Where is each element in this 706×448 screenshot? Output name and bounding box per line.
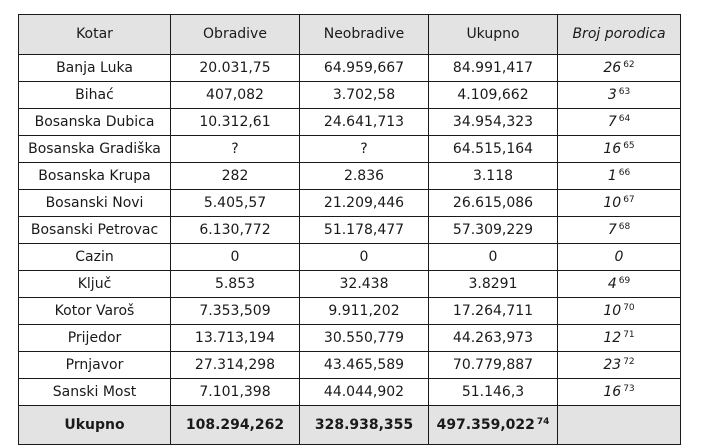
cell-broj-porodica-value: 1: [607, 168, 617, 184]
footnote-marker: 63: [618, 87, 631, 97]
cell-kotar: Bihać: [19, 82, 171, 109]
cell-neobradive: 64.959,667: [300, 55, 429, 82]
cell-broj-porodica: [558, 82, 681, 109]
cell-obradive: 6.130,772: [171, 217, 300, 244]
cell-broj-porodica: [558, 298, 681, 325]
cell-ukupno: 64.515,164: [429, 136, 558, 163]
total-neobradive: 328.938,355: [300, 406, 429, 445]
cell-kotar: Banja Luka: [19, 55, 171, 82]
cell-broj-porodica-value: 10: [603, 303, 622, 319]
footnote-marker: 74: [536, 417, 550, 427]
cell-kotar: Bosanska Gradiška: [19, 136, 171, 163]
footnote-marker: 69: [618, 276, 631, 286]
cell-obradive: 10.312,61: [171, 109, 300, 136]
footnote-marker: 72: [623, 357, 635, 367]
cell-neobradive: 21.209,446: [300, 190, 429, 217]
table-row: [19, 325, 681, 352]
total-ukupno: [429, 406, 558, 445]
total-porodice: [558, 406, 681, 445]
cell-obradive: 0: [171, 244, 300, 271]
footnote-marker: 73: [623, 384, 635, 394]
table-row: [19, 379, 681, 406]
cell-obradive: 407,082: [171, 82, 300, 109]
cell-ukupno: 84.991,417: [429, 55, 558, 82]
cell-neobradive: ?: [300, 136, 429, 163]
footnote-marker: 62: [623, 60, 635, 70]
cell-broj-porodica: [558, 379, 681, 406]
total-ukupno-value: 497.359,022: [436, 417, 535, 433]
cell-broj-porodica-value: 26: [603, 60, 622, 76]
cell-neobradive: 0: [300, 244, 429, 271]
footnote-marker: 65: [623, 141, 635, 151]
cell-broj-porodica: [558, 136, 681, 163]
cell-ukupno: 26.615,086: [429, 190, 558, 217]
cell-broj-porodica-value: 12: [603, 330, 622, 346]
cell-obradive: 7.101,398: [171, 379, 300, 406]
cell-obradive: 7.353,509: [171, 298, 300, 325]
table-row: [19, 163, 681, 190]
header-obradive: Obradive: [171, 15, 300, 55]
cell-broj-porodica-value: 7: [607, 114, 617, 130]
footnote-marker: 66: [618, 168, 631, 178]
cell-broj-porodica-value: 16: [603, 384, 622, 400]
cell-kotar: Bosanski Novi: [19, 190, 171, 217]
table-row: [19, 217, 681, 244]
cell-obradive: 27.314,298: [171, 352, 300, 379]
cell-ukupno: 51.146,3: [429, 379, 558, 406]
table-row: [19, 352, 681, 379]
cell-obradive: ?: [171, 136, 300, 163]
cell-neobradive: 24.641,713: [300, 109, 429, 136]
cell-neobradive: 30.550,779: [300, 325, 429, 352]
cell-broj-porodica-value: 10: [603, 195, 622, 211]
cell-broj-porodica: [558, 244, 681, 271]
header-neobradive: Neobradive: [300, 15, 429, 55]
total-label: Ukupno: [19, 406, 171, 445]
cell-ukupno: 34.954,323: [429, 109, 558, 136]
footnote-marker: 70: [623, 303, 635, 313]
cell-ukupno: 44.263,973: [429, 325, 558, 352]
cell-broj-porodica-value: 4: [607, 276, 617, 292]
cell-ukupno: 3.8291: [429, 271, 558, 298]
table-row: [19, 55, 681, 82]
cell-broj-porodica: [558, 271, 681, 298]
table-row: [19, 82, 681, 109]
cell-obradive: 13.713,194: [171, 325, 300, 352]
cell-ukupno: 70.779,887: [429, 352, 558, 379]
cell-broj-porodica: [558, 352, 681, 379]
cell-neobradive: 9.911,202: [300, 298, 429, 325]
table-row: [19, 136, 681, 163]
cell-kotar: Kotor Varoš: [19, 298, 171, 325]
cell-broj-porodica-value: 7: [607, 222, 617, 238]
cell-broj-porodica: [558, 325, 681, 352]
cell-kotar: Prnjavor: [19, 352, 171, 379]
cell-kotar: Bosanski Petrovac: [19, 217, 171, 244]
cell-ukupno: 57.309,229: [429, 217, 558, 244]
cell-kotar: Bosanska Krupa: [19, 163, 171, 190]
cell-broj-porodica: [558, 109, 681, 136]
table-row: [19, 298, 681, 325]
total-obradive: 108.294,262: [171, 406, 300, 445]
table-row: [19, 244, 681, 271]
cell-broj-porodica: [558, 163, 681, 190]
cell-kotar: Ključ: [19, 271, 171, 298]
footnote-marker: 67: [623, 195, 635, 205]
cell-neobradive: 32.438: [300, 271, 429, 298]
cell-broj-porodica-value: 23: [603, 357, 622, 373]
cell-obradive: 282: [171, 163, 300, 190]
header-broj-porodica: Broj porodica: [558, 15, 681, 55]
cell-ukupno: 17.264,711: [429, 298, 558, 325]
table-row: [19, 109, 681, 136]
footnote-marker: 71: [623, 330, 635, 340]
table-row: [19, 190, 681, 217]
cell-obradive: 20.031,75: [171, 55, 300, 82]
cell-broj-porodica: [558, 55, 681, 82]
cell-ukupno: 3.118: [429, 163, 558, 190]
cell-kotar: Prijedor: [19, 325, 171, 352]
cell-ukupno: 0: [429, 244, 558, 271]
header-kotar: Kotar: [19, 15, 171, 55]
cell-neobradive: 51.178,477: [300, 217, 429, 244]
table-container: [18, 14, 681, 445]
total-row: [19, 406, 681, 445]
cell-broj-porodica: [558, 217, 681, 244]
header-row: [19, 15, 681, 55]
cell-kotar: Sanski Most: [19, 379, 171, 406]
cell-broj-porodica-value: 3: [607, 87, 617, 103]
cell-broj-porodica-value: 0: [614, 249, 624, 265]
cell-neobradive: 43.465,589: [300, 352, 429, 379]
cell-ukupno: 4.109,662: [429, 82, 558, 109]
cell-neobradive: 2.836: [300, 163, 429, 190]
cell-neobradive: 44.044,902: [300, 379, 429, 406]
cell-kotar: Bosanska Dubica: [19, 109, 171, 136]
table-body: [19, 55, 681, 406]
cell-obradive: 5.405,57: [171, 190, 300, 217]
cell-kotar: Cazin: [19, 244, 171, 271]
cell-broj-porodica-value: 16: [603, 141, 622, 157]
footnote-marker: 64: [618, 114, 631, 124]
footnote-marker: 68: [618, 222, 631, 232]
cell-obradive: 5.853: [171, 271, 300, 298]
table-row: [19, 271, 681, 298]
cell-neobradive: 3.702,58: [300, 82, 429, 109]
cell-broj-porodica: [558, 190, 681, 217]
land-ownership-table: [18, 14, 681, 445]
header-ukupno: Ukupno: [429, 15, 558, 55]
